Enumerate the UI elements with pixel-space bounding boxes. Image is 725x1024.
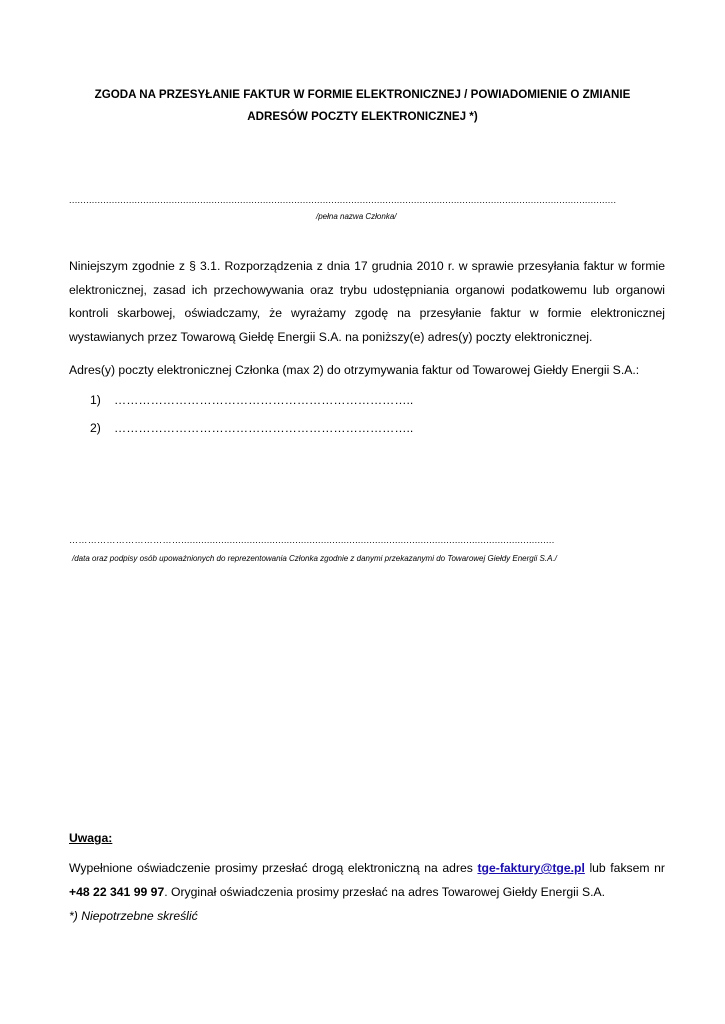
address-field-1[interactable]: ……………………………………………………………….. <box>114 393 414 407</box>
footnote: *) Niepotrzebne skreślić <box>69 909 198 923</box>
note-heading: Uwaga: <box>69 831 113 845</box>
email-link[interactable]: tge-faktury@tge.pl <box>477 861 585 875</box>
note-paragraph <box>69 856 665 904</box>
signature-field[interactable]: ………………………………................................................................................................................................... <box>69 535 555 545</box>
addresses-intro: Adres(y) poczty elektronicznej Członka (max 2) do otrzymywania faktur od Towarowej Giełdy Energii S.A.: <box>69 363 640 377</box>
document-title <box>62 84 663 128</box>
member-name-field[interactable]: ................................................................................................................................................................................................ <box>69 195 617 205</box>
address-item-number: 2) <box>90 421 101 435</box>
note-text-between: lub faksem nr <box>584 861 665 875</box>
consent-paragraph: Niniejszym zgodnie z § 3.1. Rozporządzenia z dnia 17 grudnia 2010 r. w sprawie przesyłania faktur w formie elektronicznej, zasad ich przechowywania oraz trybu udostępniania organowi podatkowemu lub organowi kontroli skarbowej, oświadczamy, że wyrażamy zgodę na przesyłanie faktur w formie elektronicznej wystawianych przez Towarową Giełdę Energii S.A. na poniższy(e) adres(y) poczty elektronicznej. <box>69 259 665 344</box>
address-item-number: 1) <box>90 393 101 407</box>
note-text-before-email: Wypełnione oświadczenie prosimy przesłać drogą elektroniczną na adres <box>69 861 478 875</box>
title-line-1: ZGODA NA PRZESYŁANIE FAKTUR W FORMIE ELEKTRONICZNEJ / POWIADOMIENIE O ZMIANIE <box>94 88 631 101</box>
fax-number: +48 22 341 99 97 <box>69 885 165 899</box>
address-item-2 <box>90 420 413 436</box>
note-text-after: . Oryginał oświadczenia prosimy przesłać na adres Towarowej Giełdy Energii S.A. <box>164 885 605 899</box>
address-field-2[interactable]: ……………………………………………………………….. <box>114 421 414 435</box>
address-item-1 <box>90 392 413 408</box>
member-name-caption: /pełna nazwa Członka/ <box>316 212 397 221</box>
title-line-2: ADRESÓW POCZTY ELEKTRONICZNEJ *) <box>247 110 478 123</box>
signature-caption: /data oraz podpisy osób upoważnionych do reprezentowania Członka zgodnie z danymi przekazanymi do Towarowej Giełdy Energii S.A./ <box>72 554 557 563</box>
